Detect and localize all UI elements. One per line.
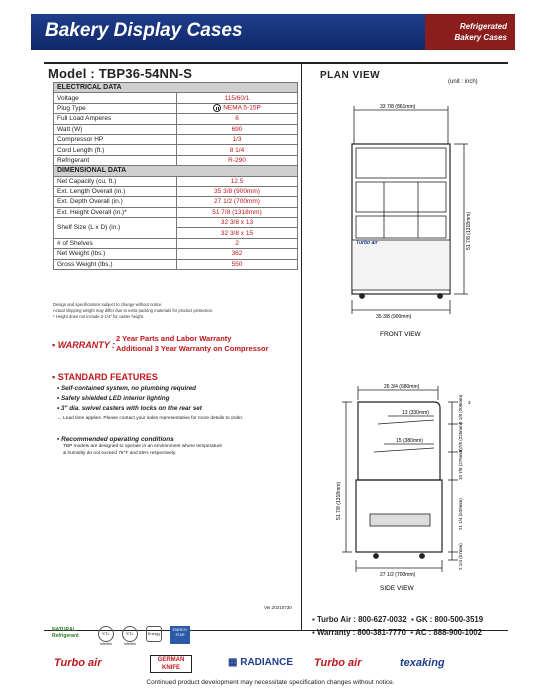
table-row — [54, 124, 298, 134]
front-height-label: 51 7/8 (1318mm) — [466, 211, 472, 250]
contact-row: ▪ Warranty : 800-381-7770 ▪ AC : 888-900-1002 — [312, 628, 482, 637]
texaking-logo: texaking — [400, 657, 445, 669]
page-title: Bakery Display Cases — [45, 20, 243, 41]
front-view-title: FRONT VIEW — [380, 331, 421, 338]
spec-label: Shelf Size (L x D) (in.) — [54, 218, 177, 239]
side-shelf-2-label: 15 (380mm) — [396, 438, 423, 444]
spec-notes — [53, 302, 298, 320]
natural-line-1: NATURAL — [52, 627, 76, 633]
unit-note: (unit : inch) — [448, 79, 478, 85]
header-banner — [31, 14, 515, 50]
warranty-details — [116, 334, 269, 353]
natural-line-2: Refrigerant — [52, 633, 79, 639]
table-row — [54, 259, 298, 269]
plan-view-title: PLAN VIEW — [320, 70, 381, 81]
features-list — [57, 384, 243, 424]
side-dim-e: 2 1/4 (57mm) — [458, 543, 463, 570]
table-row — [54, 176, 298, 186]
warranty-line-1: 2 Year Parts and Labor Warranty — [116, 334, 232, 343]
front-logo: Turbo air — [356, 240, 378, 246]
side-dim-f: 3 — [468, 400, 471, 405]
side-dim-c: 10 7/8 (276mm) — [458, 448, 463, 480]
recommended-line-2: & humidity do not exceed 75°F and 55% respectively. — [63, 450, 177, 456]
spec-value: 8 1/4 — [177, 145, 298, 155]
spec-label: Gross Weight (lbs.) — [54, 259, 177, 269]
etl-sanitation-logo: ETL — [122, 626, 138, 642]
table-row — [54, 238, 298, 248]
plug-type-value: NEMA 5-15P — [223, 105, 261, 113]
spec-value — [177, 103, 298, 113]
table-row — [54, 218, 298, 228]
spec-value: 690 — [177, 124, 298, 134]
spec-label: Ext. Depth Overall (in.) — [54, 197, 177, 207]
certification-logos — [52, 624, 192, 648]
warranty-line-2: Additional 3 Year Warranty on Compressor — [116, 343, 269, 353]
ac-phone: AC : 888-900-1002 — [415, 628, 482, 637]
front-width-bottom-label: 35 3/8 (900mm) — [376, 314, 412, 320]
list-item: • Self-contained system, no plumbing required — [57, 385, 197, 392]
turbo-air-phone: Turbo Air : 800-627-0032 — [316, 615, 407, 624]
table-row — [54, 145, 298, 155]
note: * Height does not include 2-1/4" for caster height. — [53, 314, 145, 319]
spec-label: Compressor HP — [54, 134, 177, 144]
turbo-air-logo: Turbo air — [54, 657, 102, 669]
front-view-diagram — [330, 100, 500, 340]
radiance-logo: ▦ RADIANCE — [228, 657, 294, 668]
brand-logos — [52, 655, 508, 675]
contact-row: ▪ Turbo Air : 800-627-0032 ▪ GK : 800-500-3519 — [312, 615, 484, 624]
table-row — [54, 134, 298, 144]
side-dim-b: 8 7/8 (225mm) — [458, 422, 463, 452]
electrical-data-heading: ELECTRICAL DATA — [54, 83, 298, 93]
table-row — [54, 207, 298, 217]
footer-disclaimer: Continued product development may necessitate specification changes without notice. — [146, 679, 395, 686]
gk-phone: GK : 800-500-3519 — [415, 615, 484, 624]
warranty-label: ▪ WARRANTY : — [52, 340, 116, 350]
category-line-2: Bakery Cases — [454, 33, 507, 42]
spec-label: Plug Type — [54, 103, 177, 113]
model-number: Model : TBP36-54NN-S — [48, 66, 193, 81]
german-knife-logo: GERMAN KNIFE — [150, 655, 192, 673]
natural-refrigerant-logo — [52, 627, 79, 639]
side-height-label: 51 7/8 (1318mm) — [336, 481, 342, 520]
version-label: Ver.20210730 — [264, 605, 292, 610]
etl-caption: Intertek — [100, 642, 112, 646]
category-line-1: Refrigerated — [459, 22, 507, 31]
table-row — [54, 93, 298, 103]
spec-label: Refrigerant — [54, 155, 177, 165]
table-row — [54, 114, 298, 124]
lead-time-note: ↔ Lead time applies. Please contact your sales representative for more details to order. — [57, 416, 244, 421]
spec-value: R-290 — [177, 155, 298, 165]
energy-logo: Energy — [146, 626, 162, 642]
spec-value: 51 7/8 (1318mm) — [177, 207, 298, 217]
recommended-body — [63, 444, 273, 457]
side-depth-bottom-label: 27 1/2 (700mm) — [380, 572, 416, 578]
energy-star-logo: ENERGY STAR — [170, 626, 190, 644]
spec-label: Net Capacity (cu. ft.) — [54, 176, 177, 186]
list-item: • 3" dia. swivel casters with locks on the rear set — [57, 405, 202, 412]
spec-label: Voltage — [54, 93, 177, 103]
recommended-line-1: TBP models are designed to operate in an environment where temperature — [63, 444, 223, 449]
spec-label: Full Load Amperes — [54, 114, 177, 124]
spec-label: # of Shelves — [54, 238, 177, 248]
table-row — [54, 155, 298, 165]
spec-value: 32 3/8 x 13 — [177, 218, 298, 228]
spec-value: 1/3 — [177, 134, 298, 144]
spec-label: Net Weight (lbs.) — [54, 249, 177, 259]
side-view-title: SIDE VIEW — [380, 585, 414, 592]
plug-icon — [213, 104, 221, 112]
spec-label: Watt (W) — [54, 124, 177, 134]
front-width-top-label: 33 7/8 (861mm) — [380, 104, 416, 110]
etl-logo: ETL — [98, 626, 114, 642]
side-dim-a: 8 1/8 (206mm) — [458, 394, 463, 424]
category-badge — [425, 14, 515, 50]
note: Design and specifications subject to change without notice. — [53, 302, 163, 307]
note: Actual shipping weight may differ due to extra packing materials for product protection. — [53, 308, 214, 313]
turbo-air-logo-2: Turbo air — [314, 657, 362, 669]
side-view-diagram — [330, 380, 510, 595]
side-shelf-1-label: 13 (330mm) — [402, 410, 429, 416]
spec-table — [53, 82, 298, 270]
side-dim-d: 21 1/4 (539mm) — [458, 498, 463, 530]
spec-value: 2 — [177, 238, 298, 248]
table-row — [54, 197, 298, 207]
etl-sanitation-caption: Intertek — [124, 642, 136, 646]
spec-label: Ext. Height Overall (in.)* — [54, 207, 177, 217]
spec-label: Cord Length (ft.) — [54, 145, 177, 155]
warranty-phone: Warranty : 800-381-7770 — [316, 628, 406, 637]
spec-value: 362 — [177, 249, 298, 259]
list-item: • Safety shielded LED interior lighting — [57, 395, 170, 402]
dimensional-data-heading: DIMENSIONAL DATA — [54, 166, 298, 176]
standard-features-heading: ▪ STANDARD FEATURES — [52, 372, 158, 382]
spec-value: 6 — [177, 114, 298, 124]
table-row — [54, 249, 298, 259]
spec-value: 12.5 — [177, 176, 298, 186]
spec-value: 550 — [177, 259, 298, 269]
side-depth-top-label: 26 3/4 (680mm) — [384, 384, 420, 390]
spec-value: 27 1/2 (700mm) — [177, 197, 298, 207]
table-row — [54, 103, 298, 113]
spec-value: 32 3/8 x 15 — [177, 228, 298, 238]
contact-info — [312, 613, 483, 639]
table-row — [54, 186, 298, 196]
recommended-heading: ▪ Recommended operating conditions — [57, 436, 174, 443]
spec-value: 35 3/8 (900mm) — [177, 186, 298, 196]
spec-label: Ext. Length Overall (in.) — [54, 186, 177, 196]
spec-value: 115/60/1 — [177, 93, 298, 103]
